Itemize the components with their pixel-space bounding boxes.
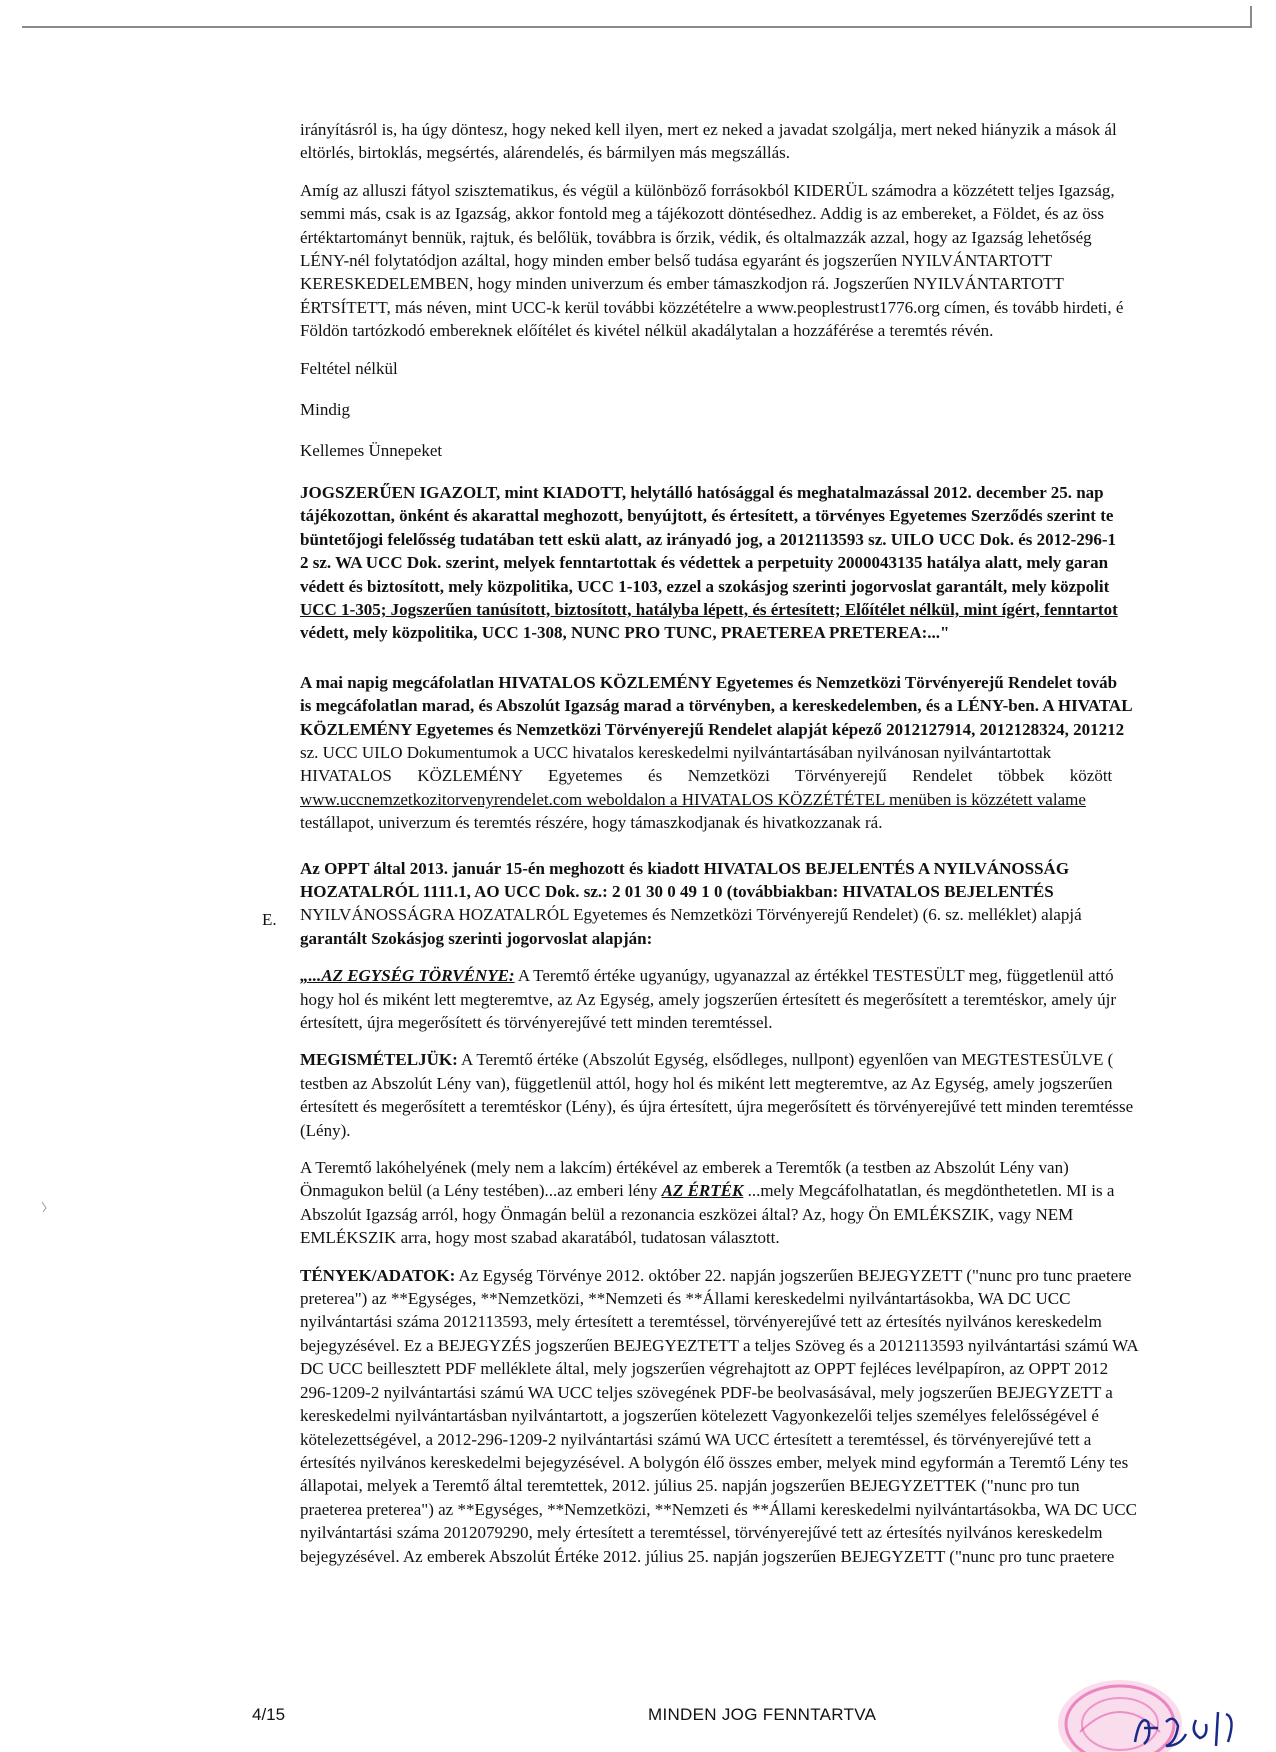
text-line: UCC 1-305; Jogszerűen tanúsított, biztosított, hatályba lépett, és értesített; Előítélet nélkül, mint ígért, fenntartot: [300, 599, 1118, 619]
text-fragment: ...mely Megcáfolhatatlan, és megdönthetetlen. MI is a: [743, 1181, 1115, 1201]
text-line: DC UCC beillesztett PDF melléklete által, mely jogszerűen végrehajtott az OPPT fejléces levélpapíron, az OPPT 2012: [300, 1359, 1109, 1379]
text-line: tájékozottan, önként és akarattal meghozott, benyújtott, és értesített, a törvényes Egyetemes Szerződés szerint te: [300, 506, 1114, 526]
text-line: nyilvántartási száma 2012079290, mely értesített a teremtéssel, törvényerejűvé tett az értesítés nyilvános kereskedelm: [300, 1523, 1103, 1543]
text-line: kereskedelmi nyilvántartásban nyilvántartott, a jogszerűen kötelezett Vagyonkezelői teljes személyes felelősségével é: [300, 1406, 1099, 1426]
text-line: ÉRTSÍTETT, más néven, mint UCC-k kerül további közzétételre a www.peoplestrust1776.org címen, és tovább hirdeti, é: [300, 297, 1124, 317]
repeat-heading: MEGISMÉTELJÜK:: [300, 1050, 458, 1070]
text-line: Abszolút Igazság arról, hogy Önmagán belül a rezonancia eszközei által? Az, hogy Ön EMLÉKSZIK, vagy NEM: [300, 1204, 1074, 1224]
text-line: hogy hol és miként lett megteremtve, az Az Egység, amely jogszerűen értesített és megerősített a teremtéskor, amely újr: [300, 989, 1116, 1009]
website-link[interactable]: www.uccnemzetkozitorvenyrendelet.com weboldalon a HIVATALOS KÖZZÉTÉTEL menüben is közzétett valame: [300, 789, 1086, 809]
text-line: A Teremtő lakóhelyének (mely nem a lakcím) értékével az emberek a Teremtők (a testben az Abszolút Lény van): [300, 1158, 1069, 1178]
text-line: védett és biztosított, mely közpolitika, UCC 1-103, ezzel a szokásjog szerinti jogorvoslat garantált, mely közpolit: [300, 576, 1110, 596]
document-body: [300, 118, 1276, 1582]
text-line: Amíg az alluszi fátyol szisztematikus, és végül a különböző forrásokból KIDERÜL számodra a közzétett teljes Igazság,: [300, 180, 1115, 200]
text-line: [300, 1264, 1276, 1287]
text-line: is megcáfolatlan marad, és Abszolút Igazság marad a törvényben, a kereskedelemben, és a LÉNY-ben. A HIVATAL: [300, 696, 1133, 716]
seal-stamp-icon: [1058, 1680, 1182, 1752]
scan-top-border: [22, 26, 1252, 28]
unity-law-paragraph: [300, 964, 1276, 1034]
text-fragment: A Teremtő értéke ugyanúgy, ugyanazzal az értékkel TESTESÜLT meg, függetlenül attó: [514, 966, 1114, 986]
footer-rights: MINDEN JOG FENNTARTVA: [648, 1705, 877, 1724]
paragraph-control: [300, 118, 1276, 165]
text-line: 2 sz. WA UCC Dok. szerint, melyek fenntartottak és védettek a perpetuity 2000043135 hatálya alatt, mely garan: [300, 553, 1109, 573]
text-line: értesített és megerősített a teremtéskor (Lény), és újra értesített, újra megerősített és törvényerejűvé tett minden teremtésse: [300, 1097, 1134, 1117]
text-line: eltörlés, birtoklás, megsértés, alárendelés, és bármilyen más megszállás.: [300, 143, 791, 163]
text-line: kötelezettségével, a 2012-296-1209-2 nyilvántartási számú WA UCC értesített a teremtéssel, és törvényerejűvé tett a: [300, 1429, 1092, 1449]
text-line: praeterea preterea") az **Egységes, **Nemzetközi, **Nemzeti és **Állami kereskedelmi nyilvántartásokba, WA DC UCC: [300, 1499, 1137, 1519]
text-line: irányításról is, ha úgy döntesz, hogy neked kell ilyen, mert ez neked a javadat szolgálja, mert neked hiányzik a mások ál: [300, 120, 1117, 139]
text-line: (Lény).: [300, 1120, 351, 1140]
closing-line: Feltétel nélkül: [300, 358, 398, 378]
text-line: Az OPPT által 2013. január 15-én meghozott és kiadott HIVATALOS BEJELENTÉS A NYILVÁNOSSÁG: [300, 858, 1070, 878]
page-number: 4/15: [252, 1705, 286, 1724]
text-line: testben az Abszolút Lény van), függetlenül attól, hogy hol és miként lett megteremtve, az Az Egység, amely jogszerűen: [300, 1073, 1113, 1093]
text-fragment: A Teremtő értéke (Abszolút Egység, elsődleges, nullpont) egyenlően van MEGTESTESÜLVE (: [457, 1050, 1114, 1070]
text-line: HOZATALRÓL 1111.1, AO UCC Dok. sz.: 2 01 30 0 49 1 0 (továbbiakban: HIVATALOS BEJELENTÉS: [300, 881, 1054, 901]
text-line: KÖZLEMÉNY Egyetemes és Nemzetközi Törvényerejű Rendelet alapját képező 2012127914, 2012128324, 201212: [300, 719, 1125, 739]
section-e-marker: E.: [262, 910, 277, 929]
unity-law-heading: „...AZ EGYSÉG TÖRVÉNYE:: [300, 966, 515, 986]
facts-paragraph: [300, 1264, 1276, 1568]
text-line: [300, 1048, 1276, 1071]
text-line: A mai napig megcáfolatlan HIVATALOS KÖZLEMÉNY Egyetemes és Nemzetközi Törvényerejű Rendelet továb: [300, 672, 1118, 692]
closing-always: [300, 398, 1276, 421]
text-line: Földön tartózkodó embereknek előítélet és kivétel nélkül akadálytalan a hozzáférése a teremtés révén.: [300, 321, 994, 341]
text-line: [300, 1179, 1276, 1202]
text-line: bejegyzésével. Az emberek Abszolút Értéke 2012. július 25. napján jogszerűen BEJEGYZETT ("nunc pro tunc praetere: [300, 1546, 1115, 1566]
text-fragment: Az Egység Törvénye 2012. október 22. napján jogszerűen BEJEGYZETT ("nunc pro tunc praetere: [455, 1265, 1132, 1285]
paragraph-veil: [300, 179, 1276, 343]
text-line: semmi más, csak is az Igazság, akkor fontold meg a tájékozott döntésedhez. Addig is az embereket, a Földet, és az öss: [300, 204, 1104, 224]
repeat-paragraph: [300, 1048, 1276, 1142]
text-line: NYILVÁNOSSÁGRA HOZATALRÓL Egyetemes és Nemzetközi Törvényerejű Rendelet) (6. sz. melléklet) alapjá: [300, 905, 1082, 925]
residence-paragraph: [300, 1156, 1276, 1250]
text-fragment: Önmagukon belül (a Lény testében)...az emberi lény: [300, 1181, 662, 1201]
text-line: állapotai, melyek a Teremtő által teremtettek, 2012. július 25. napján jogszerűen BEJEGYZETTEK ("nunc pro tun: [300, 1476, 1080, 1496]
certified-paragraph: [300, 481, 1276, 645]
text-line: védett, mely közpolitika, UCC 1-308, NUNC PRO TUNC, PRAETEREA PRETEREA:...": [300, 623, 950, 643]
text-line: LÉNY-nél folytatódjon azáltal, hogy minden ember belső tudása egyaránt és jogszerűen NYILVÁNTARTOTT: [300, 251, 1053, 271]
closing-line: Mindig: [300, 400, 351, 420]
text-line: HIVATALOS KÖZLEMÉNY Egyetemes és Nemzetközi Törvényerejű Rendelet többek között: [300, 766, 1113, 786]
stamp-and-signature: [1040, 1662, 1276, 1752]
value-emphasis: AZ ÉRTÉK: [661, 1181, 744, 1201]
text-line: JOGSZERŰEN IGAZOLT, mint KIADOTT, helytálló hatósággal és meghatalmazással 2012. december 25. nap: [300, 482, 1104, 502]
text-line: garantált Szokásjog szerinti jogorvoslat alapján:: [300, 928, 653, 948]
text-line: sz. UCC UILO Dokumentumok a UCC hivatalos kereskedelmi nyilvántartásában nyilvánosan nyilvántartottak: [300, 742, 1052, 762]
closing-unconditional: [300, 357, 1276, 380]
text-line: preterea") az **Egységes, **Nemzetközi, **Nemzeti és **Állami kereskedelmi nyilvántartásokba, WA DC UCC: [300, 1289, 1071, 1309]
official-notice-paragraph: [300, 671, 1276, 835]
scan-speck-icon: [40, 1200, 50, 1214]
closing-line: Kellemes Ünnepeket: [300, 441, 443, 461]
closing-holidays: [300, 439, 1276, 462]
text-line: nyilvántartási száma 2012113593, mely értesített a teremtéssel, törvényerejűvé tett az értesítés nyilvános kereskedelm: [300, 1312, 1102, 1332]
text-line: KERESKEDELEMBEN, hogy minden univerzum és ember támaszkodjon rá. Jogszerűen NYILVÁNTARTOTT: [300, 274, 1064, 294]
text-line: büntetőjogi felelősség tudatában tett eskü alatt, az irányadó jog, a 2012113593 sz. UILO UCC Dok. és 2012-296-1: [300, 529, 1116, 549]
text-line: értéktartományt bennük, rajtuk, és belőlük, továbbra is őrzik, védik, és oltalmazzák azzal, hogy az Igazság lehetőség: [300, 227, 1092, 247]
text-line: testállapot, univerzum és teremtés részére, hogy támaszkodjanak és hivatkozzanak rá.: [300, 813, 883, 833]
text-line: értesített, újra megerősített és törvényerejűvé tett minden teremtéssel.: [300, 1013, 773, 1032]
text-line: EMLÉKSZIK arra, hogy most szabad akaratából, tudatosan választott.: [300, 1228, 780, 1248]
text-line: értesítés nyilvános kereskedelmi bejegyzésével. A bolygón élő összes ember, melyek mind egyformán a Teremtő Lény tes: [300, 1452, 1129, 1472]
facts-heading: TÉNYEK/ADATOK:: [300, 1265, 456, 1285]
text-line: bejegyzésével. Ez a BEJEGYZÉS jogszerűen BEJEGYEZTETT a teljes Szöveg és a 2012113593 nyilvántartási számú WA: [300, 1335, 1139, 1355]
text-line: 296-1209-2 nyilvántartási számú WA UCC teljes szövegének PDF-be beolvasásával, mely jogszerűen BEJEGYZETT a: [300, 1382, 1113, 1402]
section-e-paragraph: [300, 857, 1276, 951]
text-line: [300, 964, 1276, 987]
scan-corner-mark: [1250, 6, 1252, 28]
